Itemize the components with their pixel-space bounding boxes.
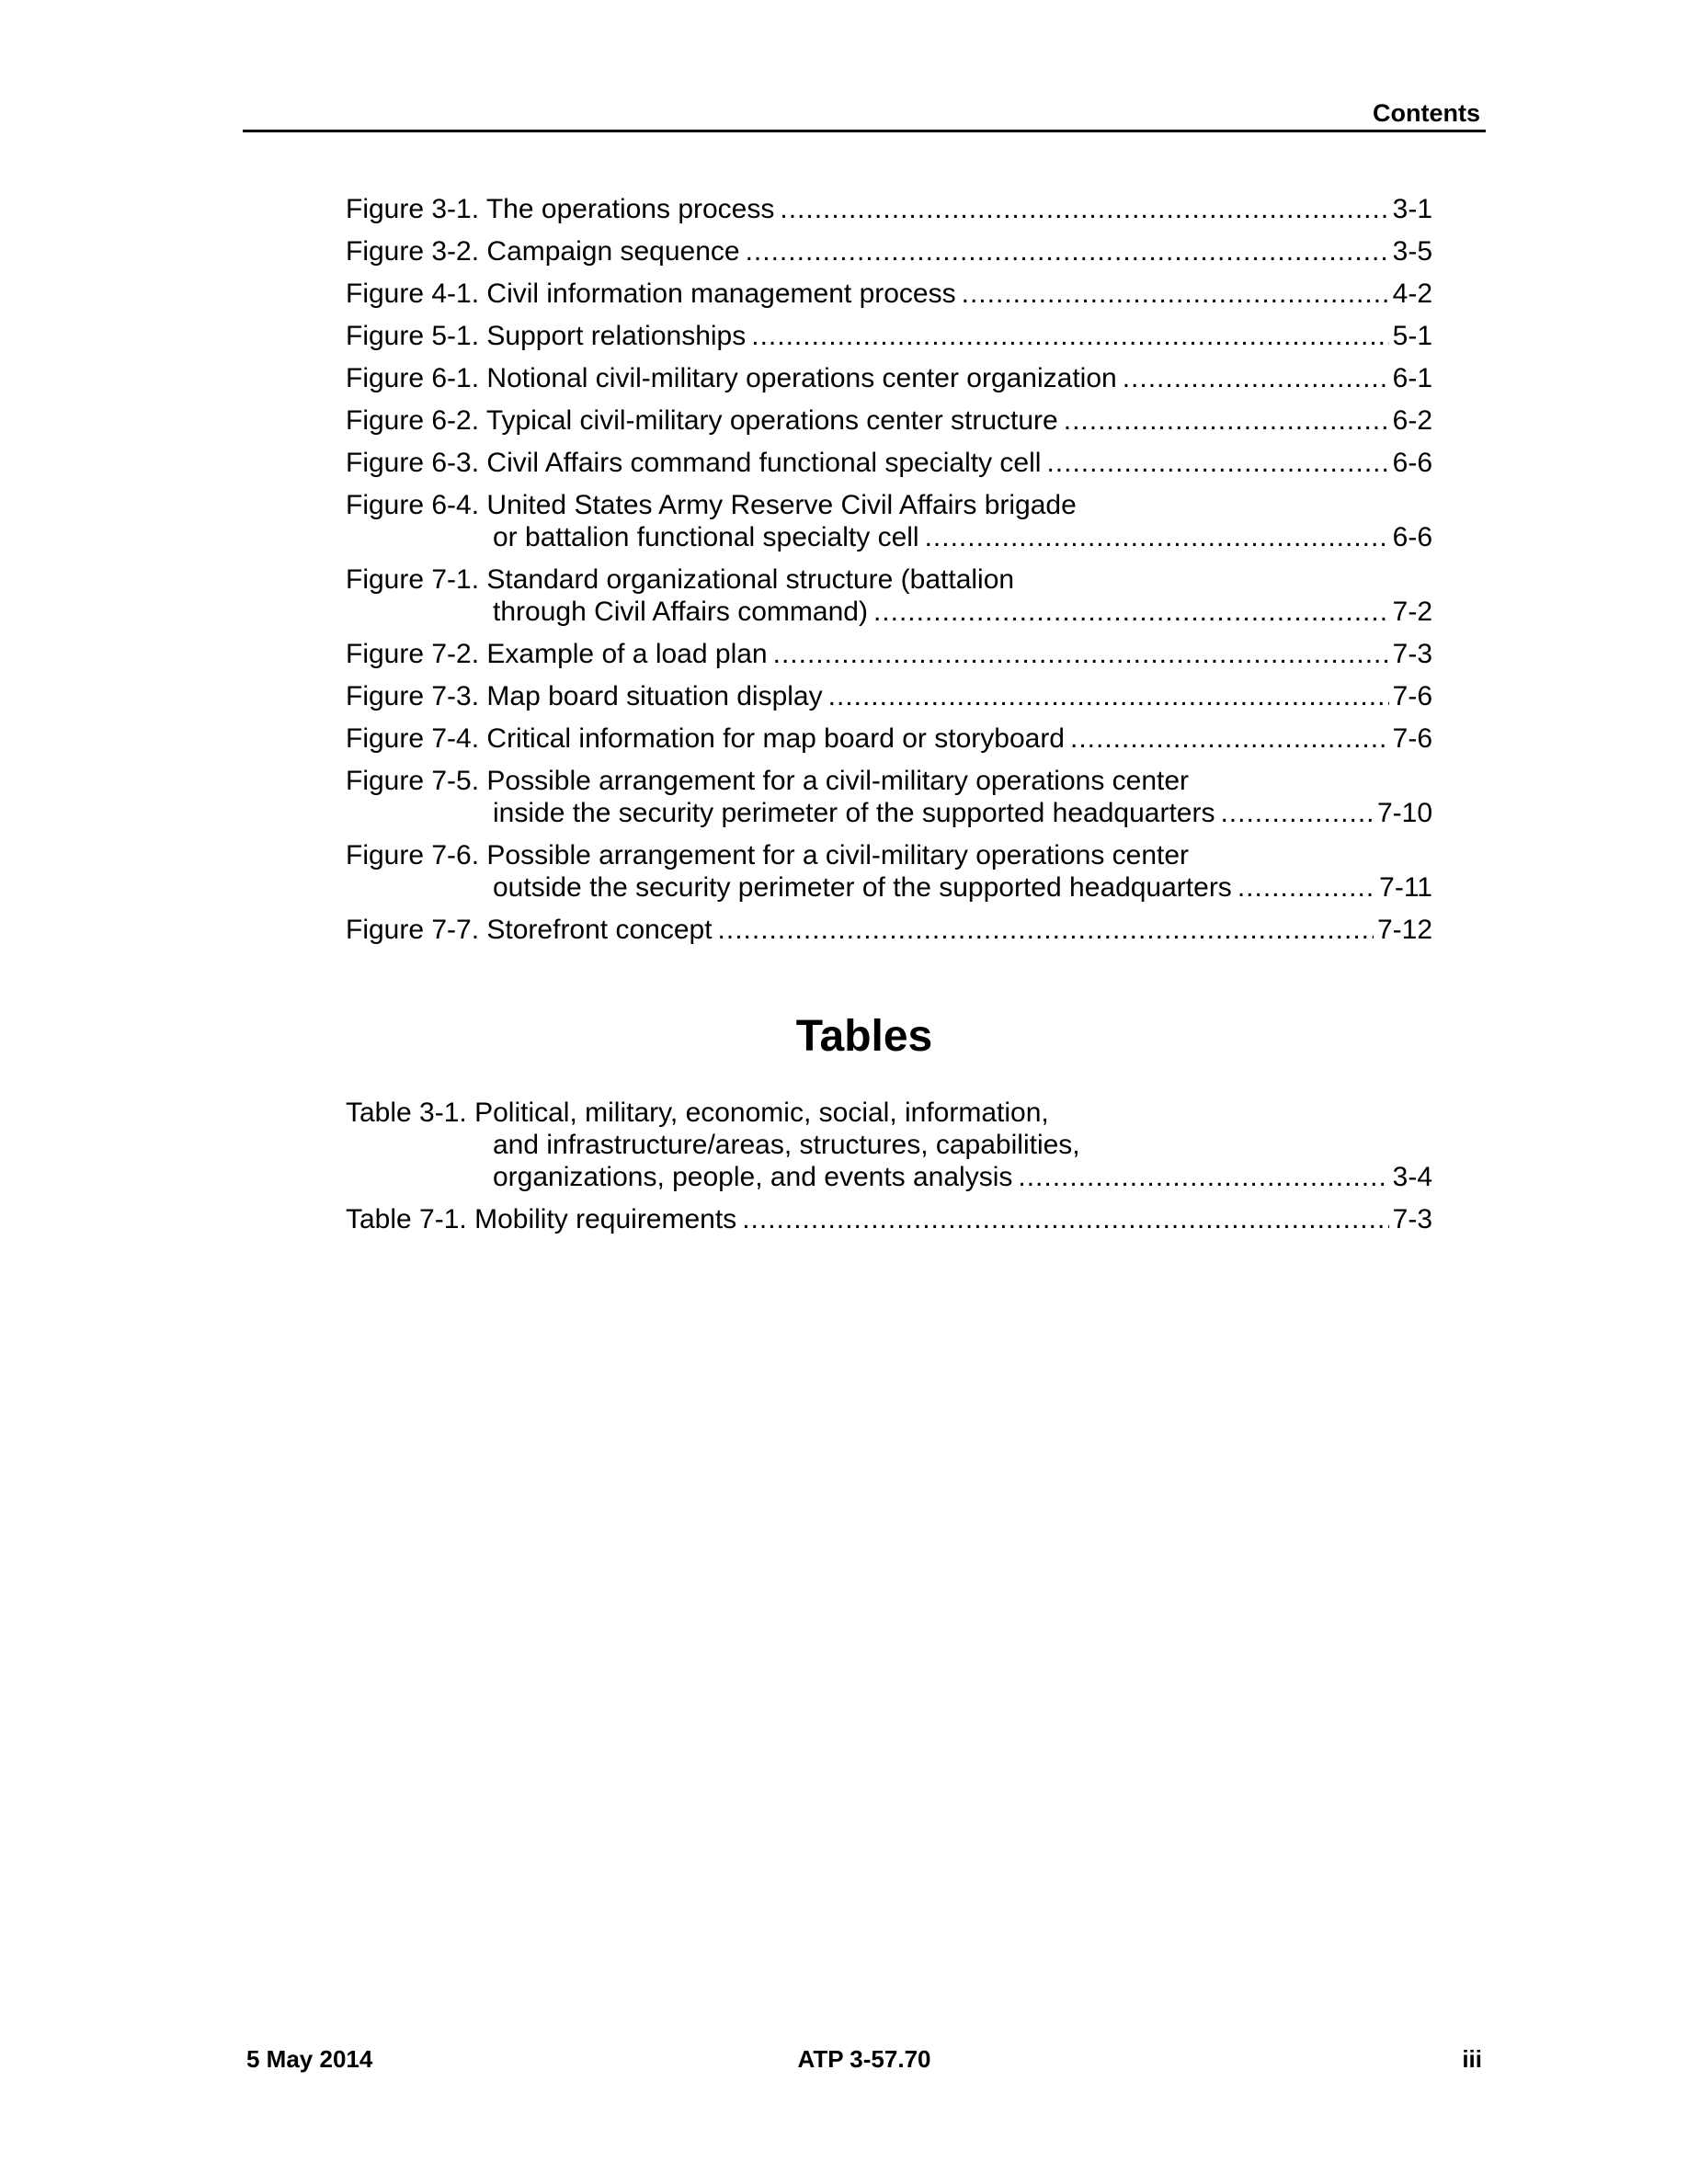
tables-heading: Tables bbox=[795, 1012, 933, 1061]
dot-leader bbox=[828, 680, 1389, 712]
figure-entry-line bbox=[346, 193, 1432, 225]
page-footer bbox=[246, 2042, 1482, 2076]
figure-entry-title: Figure 6-2. Typical civil-military operations center structure bbox=[346, 405, 1058, 436]
figure-entry-line bbox=[346, 362, 1432, 394]
figure-entry-line bbox=[346, 871, 1432, 904]
dot-leader bbox=[718, 914, 1374, 946]
figure-entry[interactable] bbox=[346, 362, 1432, 394]
figure-entry-page-number: 4-2 bbox=[1392, 279, 1432, 309]
figure-entry-line bbox=[346, 320, 1432, 352]
figure-entry-title: Figure 7-7. Storefront concept bbox=[346, 915, 713, 945]
dot-leader bbox=[1237, 871, 1375, 904]
figure-entry-title: Figure 4-1. Civil information management process bbox=[346, 279, 956, 309]
dot-leader bbox=[1123, 362, 1389, 394]
dot-leader bbox=[873, 596, 1389, 628]
figure-entry[interactable] bbox=[346, 839, 1432, 904]
dot-leader bbox=[1220, 797, 1374, 829]
figure-entry-line bbox=[346, 596, 1432, 628]
figure-entry[interactable] bbox=[346, 404, 1432, 437]
table-entry-line bbox=[346, 1161, 1432, 1193]
figure-entry-title: Figure 6-1. Notional civil-military operations center organization bbox=[346, 363, 1117, 393]
figure-entry[interactable] bbox=[346, 638, 1432, 670]
figure-entry-line bbox=[346, 447, 1432, 479]
figure-entry-page-number: 7-6 bbox=[1392, 681, 1432, 711]
figure-entry-line bbox=[346, 638, 1432, 670]
figure-entry-title: Figure 7-1. Standard organizational structure (battalion bbox=[346, 564, 1015, 595]
figure-entry-title: Figure 6-3. Civil Affairs command functional specialty cell bbox=[346, 448, 1042, 478]
figure-entry-title: Figure 5-1. Support relationships bbox=[346, 321, 747, 351]
figure-entry[interactable] bbox=[346, 722, 1432, 755]
figure-entry-title: Figure 6-4. United States Army Reserve Civil Affairs brigade bbox=[346, 490, 1077, 520]
dot-leader bbox=[780, 193, 1388, 225]
figure-entry-line bbox=[346, 765, 1432, 797]
figure-entry-line bbox=[346, 278, 1432, 310]
dot-leader bbox=[962, 278, 1389, 310]
dot-leader bbox=[742, 1203, 1388, 1235]
figure-entry-title: Figure 3-2. Campaign sequence bbox=[346, 236, 740, 267]
figure-entry-line bbox=[346, 914, 1432, 946]
figure-entry-page-number: 7-6 bbox=[1392, 723, 1432, 754]
figure-entry-page-number: 7-10 bbox=[1376, 798, 1432, 828]
dot-leader bbox=[773, 638, 1389, 670]
figure-entry-line bbox=[346, 235, 1432, 267]
figure-entry-page-number: 6-1 bbox=[1392, 363, 1432, 393]
dot-leader bbox=[1046, 447, 1388, 479]
figure-entry[interactable] bbox=[346, 563, 1432, 628]
table-entry-line bbox=[346, 1097, 1432, 1129]
figure-entry-title: Figure 7-5. Possible arrangement for a civil-military operations center bbox=[346, 766, 1190, 796]
figure-entry-page-number: 6-6 bbox=[1392, 522, 1432, 552]
figure-entry-page-number: 7-12 bbox=[1376, 915, 1432, 945]
dot-leader bbox=[1064, 404, 1389, 437]
figure-entry-page-number: 3-5 bbox=[1392, 236, 1432, 267]
figure-entry[interactable] bbox=[346, 489, 1432, 553]
footer-date: 5 May 2014 bbox=[246, 2045, 373, 2073]
table-entry-page-number: 7-3 bbox=[1392, 1204, 1432, 1234]
footer-publication: ATP 3-57.70 bbox=[797, 2045, 931, 2073]
dot-leader bbox=[1018, 1161, 1388, 1193]
dot-leader bbox=[751, 320, 1388, 352]
figure-entry-page-number: 7-11 bbox=[1379, 872, 1432, 903]
figure-entry-page-number: 5-1 bbox=[1392, 321, 1432, 351]
figure-entry-title: outside the security perimeter of the supported headquarters bbox=[493, 872, 1232, 903]
table-entry-line bbox=[346, 1203, 1432, 1235]
figure-entry-line bbox=[346, 839, 1432, 871]
table-entry-page-number: 3-4 bbox=[1392, 1162, 1432, 1192]
figure-entry-line bbox=[346, 489, 1432, 521]
figure-entry[interactable] bbox=[346, 193, 1432, 225]
figures-list bbox=[346, 193, 1432, 956]
figure-entry-line bbox=[346, 563, 1432, 596]
table-entry[interactable] bbox=[346, 1203, 1432, 1235]
figure-entry-title: Figure 7-6. Possible arrangement for a civil-military operations center bbox=[346, 840, 1190, 870]
figure-entry[interactable] bbox=[346, 320, 1432, 352]
figure-entry-title: through Civil Affairs command) bbox=[493, 597, 868, 627]
table-entry-line bbox=[346, 1129, 1432, 1161]
figure-entry[interactable] bbox=[346, 914, 1432, 946]
figure-entry-title: Figure 7-4. Critical information for map board or storyboard bbox=[346, 723, 1065, 754]
figure-entry-line bbox=[346, 404, 1432, 437]
figure-entry[interactable] bbox=[346, 447, 1432, 479]
figure-entry-title: inside the security perimeter of the supported headquarters bbox=[493, 798, 1215, 828]
figure-entry-title: or battalion functional specialty cell bbox=[493, 522, 919, 552]
dot-leader bbox=[925, 521, 1389, 553]
figure-entry-line bbox=[346, 797, 1432, 829]
page-header bbox=[243, 97, 1486, 132]
figure-entry[interactable] bbox=[346, 235, 1432, 267]
figure-entry-page-number: 7-3 bbox=[1392, 639, 1432, 669]
figure-entry-page-number: 6-2 bbox=[1392, 405, 1432, 436]
table-entry-title: Table 3-1. Political, military, economic, social, information, bbox=[346, 1098, 1049, 1128]
dot-leader bbox=[1070, 722, 1389, 755]
figure-entry-title: Figure 7-3. Map board situation display bbox=[346, 681, 823, 711]
figure-entry[interactable] bbox=[346, 680, 1432, 712]
figure-entry-line bbox=[346, 521, 1432, 553]
figure-entry-line bbox=[346, 722, 1432, 755]
table-entry-title: Table 7-1. Mobility requirements bbox=[346, 1204, 737, 1234]
footer-page-number: iii bbox=[1462, 2045, 1482, 2073]
table-entry[interactable] bbox=[346, 1097, 1432, 1193]
figure-entry-title: Figure 3-1. The operations process bbox=[346, 194, 775, 224]
dot-leader bbox=[746, 235, 1389, 267]
figure-entry[interactable] bbox=[346, 765, 1432, 829]
tables-list bbox=[346, 1097, 1432, 1246]
table-entry-title: organizations, people, and events analysis bbox=[493, 1162, 1013, 1192]
figure-entry-page-number: 7-2 bbox=[1392, 597, 1432, 627]
figure-entry-line bbox=[346, 680, 1432, 712]
table-entry-title: and infrastructure/areas, structures, capabilities, bbox=[493, 1130, 1080, 1160]
header-title: Contents bbox=[1373, 99, 1480, 127]
figure-entry-page-number: 6-6 bbox=[1392, 448, 1432, 478]
figure-entry-title: Figure 7-2. Example of a load plan bbox=[346, 639, 768, 669]
figure-entry[interactable] bbox=[346, 278, 1432, 310]
figure-entry-page-number: 3-1 bbox=[1392, 194, 1432, 224]
